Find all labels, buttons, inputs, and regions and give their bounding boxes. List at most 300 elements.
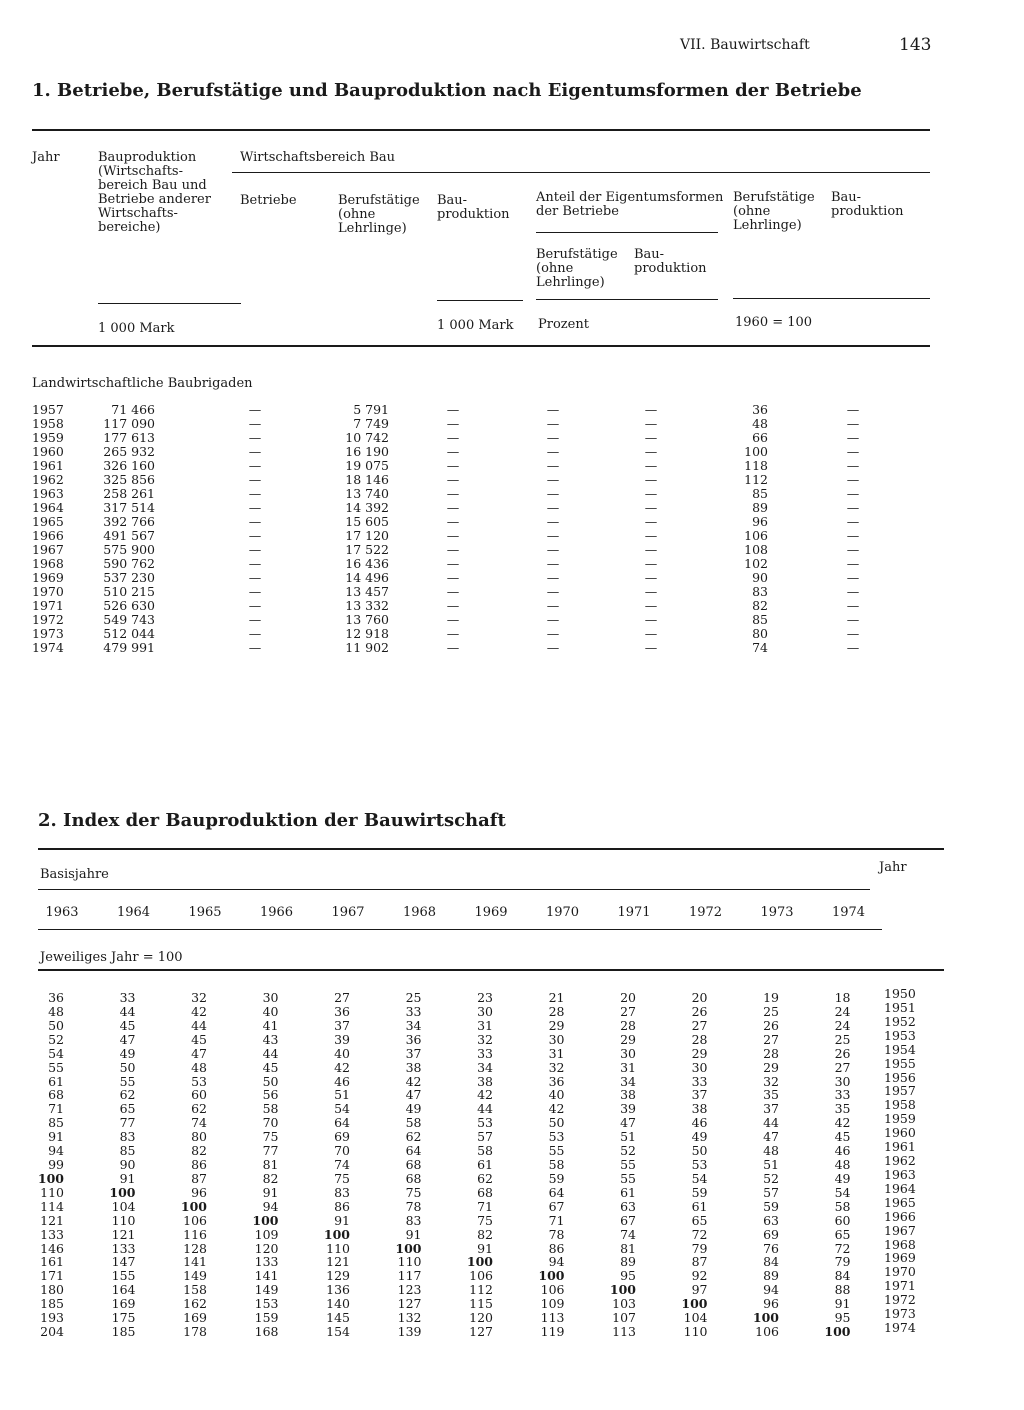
table2-row-year: 1956 — [884, 1069, 916, 1085]
table2-cell: 42 — [405, 1073, 422, 1089]
table2-cell: 140 — [326, 1296, 350, 1312]
table1-cell-index: 80 — [752, 626, 768, 641]
table2-cell: 40 — [262, 1003, 279, 1019]
table1-cell-dash: — — [446, 570, 460, 585]
table1-col-betriebe: Betriebe — [240, 193, 297, 208]
table2-cell: 149 — [254, 1282, 279, 1298]
table2-cell: 71 — [548, 1212, 565, 1228]
table1-cell-jahr: 1958 — [32, 416, 64, 431]
table2-cell: 39 — [334, 1031, 350, 1047]
table1-cell-dash: — — [248, 458, 262, 473]
table2-cell: 119 — [540, 1324, 565, 1340]
table2-cell: 65 — [691, 1212, 708, 1228]
table2-cell: 62 — [191, 1101, 207, 1117]
table2-cell: 115 — [469, 1296, 493, 1312]
table2-cell: 158 — [183, 1282, 207, 1298]
table2-cell: 89 — [763, 1268, 779, 1284]
table2-cell: 113 — [540, 1310, 565, 1326]
table2-cell: 88 — [834, 1282, 851, 1298]
table2-cell: 74 — [191, 1115, 207, 1131]
table2-cell: 104 — [111, 1198, 136, 1214]
table1-cell-bauproduktion: 590 762 — [103, 556, 155, 571]
table2-cell: 76 — [763, 1240, 779, 1256]
table1-cell-jahr: 1960 — [32, 444, 64, 459]
table2-cell: 26 — [763, 1017, 779, 1033]
table2-cell: 49 — [691, 1129, 708, 1145]
table1-cell-dash: — — [546, 430, 560, 445]
table2-cell: 32 — [548, 1059, 565, 1075]
table1-cell-dash: — — [546, 458, 560, 473]
table2-cell: 58 — [477, 1143, 493, 1159]
table2-cell: 29 — [691, 1045, 708, 1061]
table2-cell: 47 — [405, 1087, 422, 1103]
table2-cell: 24 — [834, 1003, 851, 1019]
table1-unit-3: Prozent — [538, 317, 589, 332]
table2-cell: 32 — [477, 1031, 493, 1047]
table2-cell: 42 — [334, 1059, 350, 1075]
table2-cell: 36 — [48, 990, 64, 1005]
table2-cell: 86 — [191, 1157, 207, 1173]
table2-cell: 90 — [119, 1157, 136, 1173]
table2-cell: 38 — [477, 1073, 493, 1089]
table1-cell-dash: — — [644, 612, 658, 627]
table2-cell: 40 — [548, 1087, 565, 1103]
table2-cell: 171 — [40, 1268, 64, 1284]
table2-header-bottom-rule — [38, 969, 944, 971]
table1-cell-dash: — — [248, 514, 262, 529]
table2-cell: 52 — [48, 1031, 64, 1047]
table2-cell: 28 — [691, 1031, 708, 1047]
table2-cell: 31 — [477, 1017, 493, 1033]
table1-cell-dash: — — [248, 472, 262, 487]
table1-cell-index: 85 — [752, 486, 768, 501]
table2-cell: 75 — [477, 1212, 493, 1228]
table2-cell: 56 — [262, 1087, 279, 1103]
table1-cell-dash: — — [446, 626, 460, 641]
table2-cell: 33 — [834, 1087, 851, 1103]
table2-cell: 64 — [334, 1115, 350, 1131]
table2-cell: 45 — [262, 1059, 279, 1075]
table2-cell: 107 — [612, 1310, 636, 1326]
table2-cell: 99 — [48, 1157, 64, 1173]
table2-cell: 64 — [405, 1143, 422, 1159]
table2-row-year: 1951 — [884, 999, 916, 1015]
table1-cell-dash: — — [644, 458, 658, 473]
table1-cell-index: 96 — [752, 514, 768, 529]
table2-cell: 49 — [119, 1045, 136, 1061]
table2-cell: 46 — [334, 1073, 350, 1089]
table1-cell-bauproduktion: 326 160 — [103, 458, 155, 473]
table1-cell-dash: — — [846, 584, 860, 599]
table2-cell: 32 — [191, 990, 207, 1005]
table1-cell-index: 48 — [752, 416, 768, 431]
table2-cell: 54 — [334, 1101, 350, 1117]
table2-row-year: 1952 — [884, 1013, 916, 1029]
table2-cell: 53 — [191, 1073, 207, 1089]
table2-row-year: 1961 — [884, 1139, 916, 1155]
table1-col-bauproduktion: Bau-produktion — [437, 193, 510, 222]
table2-cell: 77 — [119, 1115, 136, 1131]
table1-cell-dash: — — [644, 598, 658, 613]
table1-cell-bauproduktion: 265 932 — [103, 444, 155, 459]
table2-row-year: 1953 — [884, 1027, 916, 1043]
table2-cell: 20 — [620, 990, 636, 1005]
table1-cell-index: 66 — [752, 430, 768, 445]
table1-anteil-rule — [536, 232, 718, 233]
table2-cell: 30 — [477, 1003, 493, 1019]
table2-cell: 70 — [262, 1115, 279, 1131]
table2-cell: 95 — [834, 1310, 851, 1326]
table2-cell: 61 — [620, 1184, 636, 1200]
table1-cell-jahr: 1962 — [32, 472, 64, 487]
table2-cell: 38 — [620, 1087, 636, 1103]
table2-cell: 53 — [477, 1115, 493, 1131]
table2-cell: 100 — [37, 1170, 64, 1186]
table1-unit-rule-4 — [733, 298, 930, 299]
table2-cell: 86 — [334, 1198, 350, 1214]
table1-unit-rule-3 — [536, 299, 718, 300]
table1-cell-dash: — — [546, 514, 560, 529]
table2-cell: 91 — [477, 1240, 493, 1256]
table2-cell: 26 — [691, 1003, 708, 1019]
table2-row-year: 1969 — [884, 1250, 916, 1266]
table2-cell: 29 — [763, 1059, 779, 1075]
table2-cell: 106 — [540, 1282, 565, 1298]
table2-cell: 33 — [405, 1003, 422, 1019]
table1-cell-index: 100 — [744, 444, 768, 459]
table2-cell: 133 — [254, 1254, 279, 1270]
table2-base-year: 1969 — [474, 905, 508, 920]
table1-cell-berufstaetige: 10 742 — [345, 430, 389, 445]
table1-cell-dash: — — [248, 486, 262, 501]
table2-cell: 110 — [40, 1184, 64, 1200]
table2-cell: 31 — [548, 1045, 565, 1061]
section-header: VII. Bauwirtschaft — [680, 37, 810, 53]
table2-base-year: 1973 — [760, 905, 794, 920]
table2-cell: 46 — [834, 1143, 851, 1159]
table2-cell: 69 — [763, 1226, 779, 1242]
table1-cell-index: 82 — [752, 598, 768, 613]
table2-cell: 67 — [620, 1212, 636, 1228]
table2-cell: 30 — [620, 1045, 636, 1061]
table2-cell: 64 — [548, 1184, 565, 1200]
table2-cell: 110 — [326, 1240, 350, 1256]
table1-cell-berufstaetige: 7 749 — [353, 416, 389, 431]
table2-cell: 61 — [48, 1073, 64, 1089]
table2-cell: 55 — [119, 1073, 136, 1089]
table1-cell-berufstaetige: 16 436 — [345, 556, 389, 571]
table2-cell: 71 — [48, 1101, 64, 1117]
table1-unit-2: 1 000 Mark — [437, 318, 514, 333]
table2-cell: 44 — [477, 1101, 493, 1117]
table1-group-anteil: Anteil der Eigentumsformen der Betriebe — [536, 190, 724, 219]
table1-cell-berufstaetige: 12 918 — [345, 626, 389, 641]
table2-subheader: Jeweiliges Jahr = 100 — [40, 950, 183, 965]
table2-cell: 58 — [834, 1198, 851, 1214]
table1-cell-dash: — — [248, 612, 262, 627]
table2-cell: 82 — [191, 1143, 207, 1159]
table2-cell: 96 — [763, 1296, 779, 1312]
table2-cell: 91 — [262, 1184, 279, 1200]
table1-cell-dash: — — [248, 556, 262, 571]
table2-cell: 30 — [834, 1073, 851, 1089]
table2-cell: 77 — [262, 1143, 279, 1159]
table1-cell-dash: — — [248, 500, 262, 515]
table2-cell: 44 — [119, 1003, 136, 1019]
table2-cell: 54 — [834, 1184, 851, 1200]
table1-cell-index: 85 — [752, 612, 768, 627]
table2-cell: 84 — [763, 1254, 779, 1270]
table2-cell: 65 — [119, 1101, 136, 1117]
table1-cell-dash: — — [644, 486, 658, 501]
table1-cell-dash: — — [644, 500, 658, 515]
table2-row-year: 1957 — [884, 1083, 916, 1099]
table2-cell: 47 — [119, 1031, 136, 1047]
table2-cell: 114 — [40, 1198, 64, 1214]
table1-cell-dash: — — [846, 444, 860, 459]
table2-cell: 100 — [538, 1268, 565, 1284]
table1-cell-jahr: 1961 — [32, 458, 64, 473]
table2-row-year: 1964 — [884, 1180, 916, 1196]
table1-cell-dash: — — [846, 514, 860, 529]
table1-unit-rule-1 — [98, 303, 241, 304]
table2-cell: 94 — [548, 1254, 565, 1270]
table2-cell: 81 — [262, 1157, 279, 1173]
table2-cell: 50 — [548, 1115, 565, 1131]
table2-cell: 45 — [119, 1017, 136, 1033]
table2-row-year: 1972 — [884, 1292, 916, 1308]
table2-cell: 113 — [612, 1324, 636, 1340]
table2-row-year: 1962 — [884, 1153, 916, 1169]
table1-cell-dash: — — [446, 640, 460, 655]
table2-base-year: 1963 — [45, 905, 79, 920]
table2-cell: 59 — [763, 1198, 779, 1214]
table1-header-bottom-rule — [32, 345, 930, 347]
table2-cell: 46 — [691, 1115, 708, 1131]
table2-title: 2. Index der Bauproduktion der Bauwirtschaft — [38, 810, 506, 831]
table2-cell: 100 — [252, 1212, 279, 1228]
table2-cell: 43 — [262, 1031, 279, 1047]
table2-cell: 106 — [469, 1268, 493, 1284]
table2-cell: 81 — [620, 1240, 636, 1256]
table2-cell: 136 — [326, 1282, 350, 1298]
table1-cell-dash: — — [846, 598, 860, 613]
table1-cell-jahr: 1963 — [32, 486, 64, 501]
table1-cell-berufstaetige: 17 120 — [345, 528, 389, 543]
table2-cell: 50 — [691, 1143, 708, 1159]
table2-cell: 112 — [469, 1282, 493, 1298]
table1-cell-dash: — — [546, 640, 560, 655]
table2-cell: 48 — [763, 1143, 779, 1159]
table2-cell: 161 — [40, 1254, 64, 1270]
table1-cell-dash: — — [446, 514, 460, 529]
table2-cell: 91 — [334, 1212, 350, 1228]
table1-cell-dash: — — [248, 444, 262, 459]
table1-cell-berufstaetige: 14 392 — [345, 500, 389, 515]
table1-cell-bauproduktion: 479 991 — [103, 640, 155, 655]
table2-cell: 110 — [111, 1212, 136, 1228]
table1-cell-index: 112 — [744, 472, 768, 487]
table2-cell: 48 — [191, 1059, 207, 1075]
table2-cell: 92 — [691, 1268, 708, 1284]
table2-cell: 110 — [683, 1324, 708, 1340]
table1-cell-dash: — — [446, 472, 460, 487]
table2-cell: 54 — [691, 1170, 708, 1186]
table1-cell-dash: — — [546, 500, 560, 515]
table2-cell: 185 — [111, 1324, 136, 1340]
table2-cell: 78 — [548, 1226, 565, 1242]
table2-cell: 132 — [397, 1310, 422, 1326]
table2-cell: 50 — [262, 1073, 279, 1089]
table2-years-rule — [38, 929, 882, 930]
table2-cell: 26 — [834, 1045, 851, 1061]
table2-cell: 25 — [763, 1003, 779, 1019]
table1-cell-bauproduktion: 526 630 — [103, 598, 155, 613]
table1-cell-dash: — — [248, 584, 262, 599]
table2-cell: 83 — [405, 1212, 422, 1228]
table2-base-year: 1965 — [188, 905, 222, 920]
table1-title: 1. Betriebe, Berufstätige und Bauproduktion nach Eigentumsformen der Betriebe — [32, 80, 862, 101]
table2-cell: 42 — [548, 1101, 565, 1117]
table2-row-year: 1971 — [884, 1278, 916, 1294]
table2-cell: 33 — [691, 1073, 708, 1089]
table2-cell: 27 — [334, 990, 350, 1005]
table1-cell-dash: — — [248, 430, 262, 445]
table1-cell-berufstaetige: 13 457 — [345, 584, 389, 599]
table1-cell-berufstaetige: 18 146 — [345, 472, 389, 487]
table2-row-year: 1955 — [884, 1055, 916, 1071]
table2-cell: 58 — [262, 1101, 279, 1117]
table2-cell: 75 — [334, 1170, 350, 1186]
table2-cell: 149 — [183, 1268, 207, 1284]
table2-basisjahre-label: Basisjahre — [40, 867, 109, 882]
table1-cell-dash: — — [446, 556, 460, 571]
table1-col-index-berufstaetige: Berufstätige (ohne Lehrlinge) — [733, 190, 815, 233]
table2-cell: 70 — [334, 1143, 350, 1159]
table1-cell-dash: — — [644, 556, 658, 571]
table2-row-year: 1967 — [884, 1222, 916, 1238]
table2-cell: 30 — [262, 990, 279, 1005]
table2-row-year: 1970 — [884, 1264, 916, 1280]
table2-cell: 39 — [620, 1101, 636, 1117]
table1-cell-index: 118 — [744, 458, 768, 473]
table1-cell-dash: — — [846, 556, 860, 571]
table1-cell-dash: — — [644, 402, 658, 417]
table2-row-year: 1960 — [884, 1125, 916, 1141]
table2-cell: 60 — [191, 1087, 207, 1103]
table2-cell: 37 — [334, 1017, 350, 1033]
table1-cell-dash: — — [644, 570, 658, 585]
table1-cell-dash: — — [546, 598, 560, 613]
table2-cell: 49 — [834, 1170, 851, 1186]
table2-cell: 29 — [620, 1031, 636, 1047]
table1-cell-dash: — — [546, 528, 560, 543]
table2-cell: 95 — [620, 1268, 636, 1284]
table2-cell: 37 — [691, 1087, 708, 1103]
table1-unit-1: 1 000 Mark — [98, 321, 175, 336]
table1-cell-berufstaetige: 19 075 — [345, 458, 389, 473]
table1-cell-dash: — — [446, 444, 460, 459]
table2-cell: 168 — [254, 1324, 279, 1340]
table1-cell-dash: — — [248, 528, 262, 543]
table2-cell: 133 — [40, 1226, 64, 1242]
table1-cell-berufstaetige: 16 190 — [345, 444, 389, 459]
table2-cell: 44 — [763, 1115, 779, 1131]
table2-cell: 23 — [477, 990, 493, 1005]
table2-cell: 47 — [763, 1129, 779, 1145]
table1-cell-dash: — — [546, 626, 560, 641]
table1-cell-dash: — — [846, 472, 860, 487]
table1-col-index-bauproduktion: Bau-produktion — [831, 190, 904, 219]
table2-cell: 94 — [48, 1143, 64, 1159]
table2-cell: 18 — [834, 990, 851, 1005]
table2-cell: 91 — [834, 1296, 851, 1312]
table1-cell-dash: — — [644, 584, 658, 599]
table1-cell-dash: — — [446, 402, 460, 417]
table2-cell: 34 — [405, 1017, 422, 1033]
table2-cell: 50 — [48, 1017, 64, 1033]
table2-cell: 74 — [334, 1157, 350, 1173]
table1-cell-dash: — — [846, 416, 860, 431]
table1-cell-dash: — — [446, 612, 460, 627]
table1-cell-bauproduktion: 491 567 — [103, 528, 155, 543]
table2-cell: 79 — [691, 1240, 708, 1256]
table2-cell: 60 — [834, 1212, 851, 1228]
table2-cell: 53 — [691, 1157, 708, 1173]
table2-cell: 50 — [119, 1059, 136, 1075]
table1-cell-dash: — — [644, 542, 658, 557]
table2-cell: 36 — [334, 1003, 350, 1019]
table2-row-year: 1974 — [884, 1320, 916, 1336]
table2-row-year: 1954 — [884, 1041, 916, 1057]
table2-cell: 49 — [405, 1101, 422, 1117]
table2-cell: 91 — [119, 1170, 136, 1186]
table1-cell-berufstaetige: 13 760 — [345, 612, 389, 627]
table2-cell: 128 — [183, 1240, 207, 1256]
table1-group-wirtschaftsbereich: Wirtschaftsbereich Bau — [240, 150, 396, 165]
table2-cell: 100 — [824, 1324, 851, 1340]
table1-cell-dash: — — [446, 542, 460, 557]
table2-cell: 72 — [834, 1240, 851, 1256]
table2-cell: 38 — [405, 1059, 422, 1075]
table1-cell-bauproduktion: 392 766 — [103, 514, 155, 529]
table1-cell-bauproduktion: 575 900 — [103, 542, 155, 557]
table1-cell-dash: — — [446, 584, 460, 599]
table1-cell-jahr: 1966 — [32, 528, 64, 543]
table2-cell: 27 — [763, 1031, 779, 1047]
table2-cell: 36 — [548, 1073, 565, 1089]
table1-col-anteil-berufstaetige: Berufstätige (ohne Lehrlinge) — [536, 247, 618, 290]
table2-cell: 94 — [763, 1282, 779, 1298]
table2-cell: 74 — [620, 1226, 636, 1242]
table2-base-year: 1974 — [831, 905, 866, 920]
table1-cell-dash: — — [446, 416, 460, 431]
table1-cell-dash: — — [546, 612, 560, 627]
table1-cell-bauproduktion: 71 466 — [111, 402, 155, 417]
table2-row-year: 1966 — [884, 1208, 916, 1224]
table2-cell: 37 — [763, 1101, 779, 1117]
table2-base-year: 1964 — [116, 905, 151, 920]
table1-cell-bauproduktion: 117 090 — [103, 416, 155, 431]
table1-top-rule — [32, 129, 930, 131]
table1-cell-dash: — — [846, 500, 860, 515]
table2-cell: 80 — [191, 1129, 207, 1145]
table2-cell: 100 — [180, 1198, 207, 1214]
table2-cell: 87 — [691, 1254, 708, 1270]
table1-cell-dash: — — [846, 458, 860, 473]
table2-cell: 121 — [40, 1212, 64, 1228]
table2-row-year: 1968 — [884, 1236, 916, 1252]
